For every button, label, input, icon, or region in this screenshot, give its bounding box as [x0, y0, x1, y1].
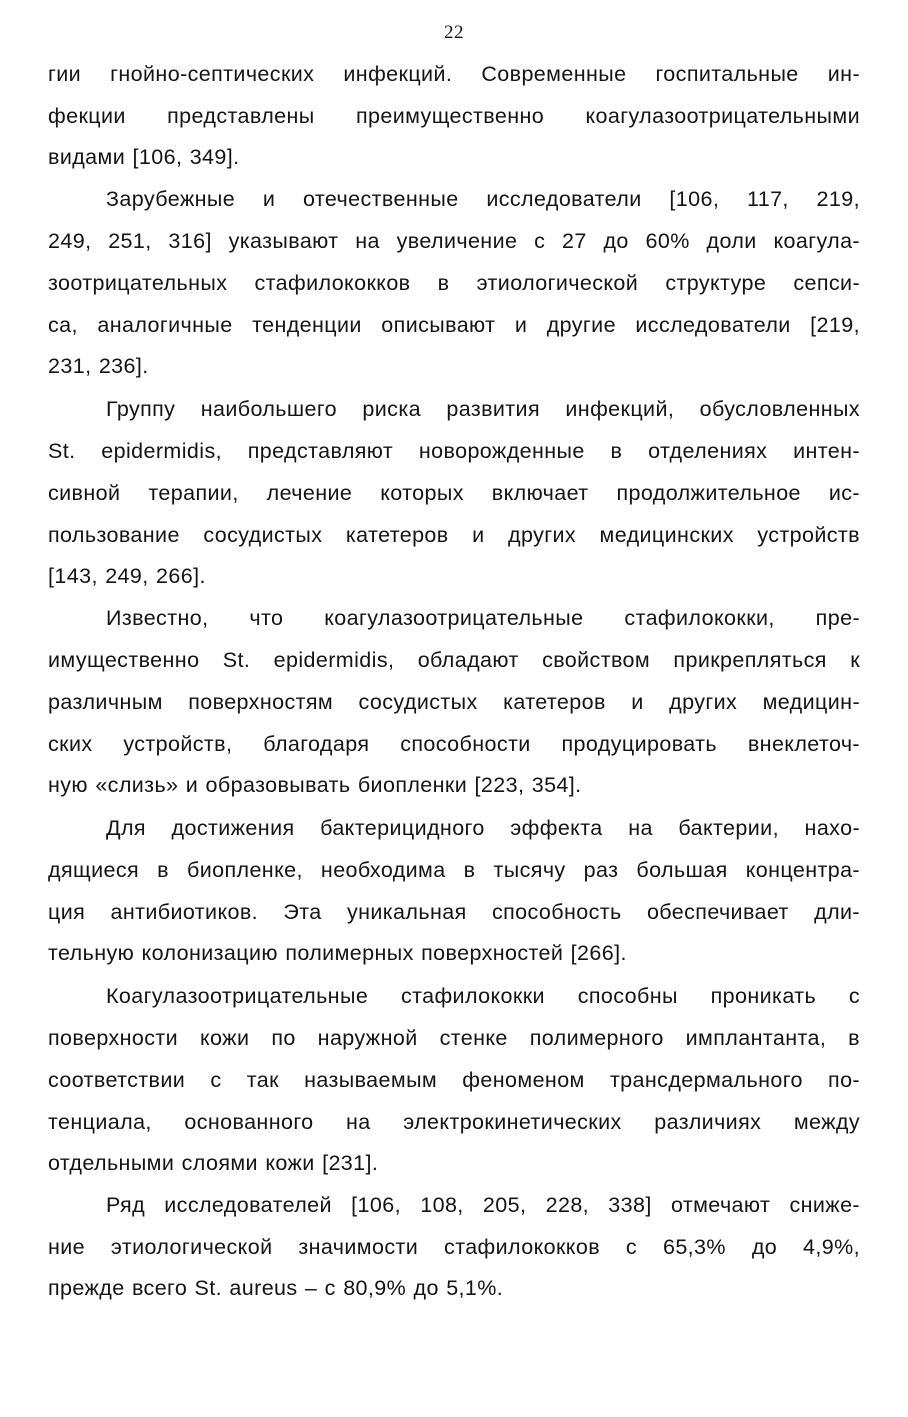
text-line: 249, 251, 316] указывают на увеличение с 27 до 60% доли коагула- — [48, 229, 860, 253]
text-line: видами [106, 349]. — [48, 145, 240, 169]
text-line: са, аналогичные тенденции описывают и другие исследователи [219, — [48, 313, 860, 337]
text-line: гии гнойно-септических инфекций. Современные госпитальные ин- — [48, 62, 860, 86]
text-line: различным поверхностям сосудистых катетеров и других медицин- — [48, 690, 860, 714]
text-line: Ряд исследователей [106, 108, 205, 228, 338] отмечают сниже- — [106, 1193, 860, 1217]
text-line: 231, 236]. — [48, 354, 149, 378]
text-line: имущественно St. epidermidis, обладают свойством прикрепляться к — [48, 648, 860, 672]
text-line: тенциала, основанного на электрокинетических различиях между — [48, 1110, 860, 1134]
text-line: St. epidermidis, представляют новорожденные в отделениях интен- — [48, 439, 860, 463]
text-line: прежде всего St. aureus – с 80,9% до 5,1%. — [48, 1276, 504, 1300]
text-line: Для достижения бактерицидного эффекта на бактерии, нахо- — [106, 816, 860, 840]
text-line: зоотрицательных стафилококков в этиологической структуре сепси- — [48, 271, 860, 295]
text-line: Коагулазоотрицательные стафилококки способны проникать с — [106, 984, 860, 1008]
text-line: соответствии с так называемым феноменом трансдермального по- — [48, 1068, 860, 1092]
text-line: поверхности кожи по наружной стенке полимерного имплантанта, в — [48, 1026, 860, 1050]
page-number: 22 — [444, 22, 464, 43]
text-line: фекции представлены преимущественно коагулазоотрицательными — [48, 104, 860, 128]
text-line: дящиеся в биопленке, необходима в тысячу раз большая концентра- — [48, 858, 860, 882]
text-line: отдельными слоями кожи [231]. — [48, 1151, 379, 1175]
text-line: Группу наибольшего риска развития инфекций, обусловленных — [106, 397, 860, 421]
text-line: ную «слизь» и образовывать биопленки [223, 354]. — [48, 773, 582, 797]
text-line: ние этиологической значимости стафилококков с 65,3% до 4,9%, — [48, 1235, 860, 1259]
text-line: тельную колонизацию полимерных поверхностей [266]. — [48, 941, 627, 965]
text-line: пользование сосудистых катетеров и других медицинских устройств — [48, 523, 860, 547]
text-line: сивной терапии, лечение которых включает продолжительное ис- — [48, 481, 860, 505]
text-line: ских устройств, благодаря способности продуцировать внеклеточ- — [48, 732, 860, 756]
text-line: Известно, что коагулазоотрицательные стафилококки, пре- — [106, 606, 860, 630]
text-line: [143, 249, 266]. — [48, 564, 206, 588]
text-line: ция антибиотиков. Эта уникальная способность обеспечивает дли- — [48, 900, 860, 924]
text-line: Зарубежные и отечественные исследователи [106, 117, 219, — [106, 187, 860, 211]
